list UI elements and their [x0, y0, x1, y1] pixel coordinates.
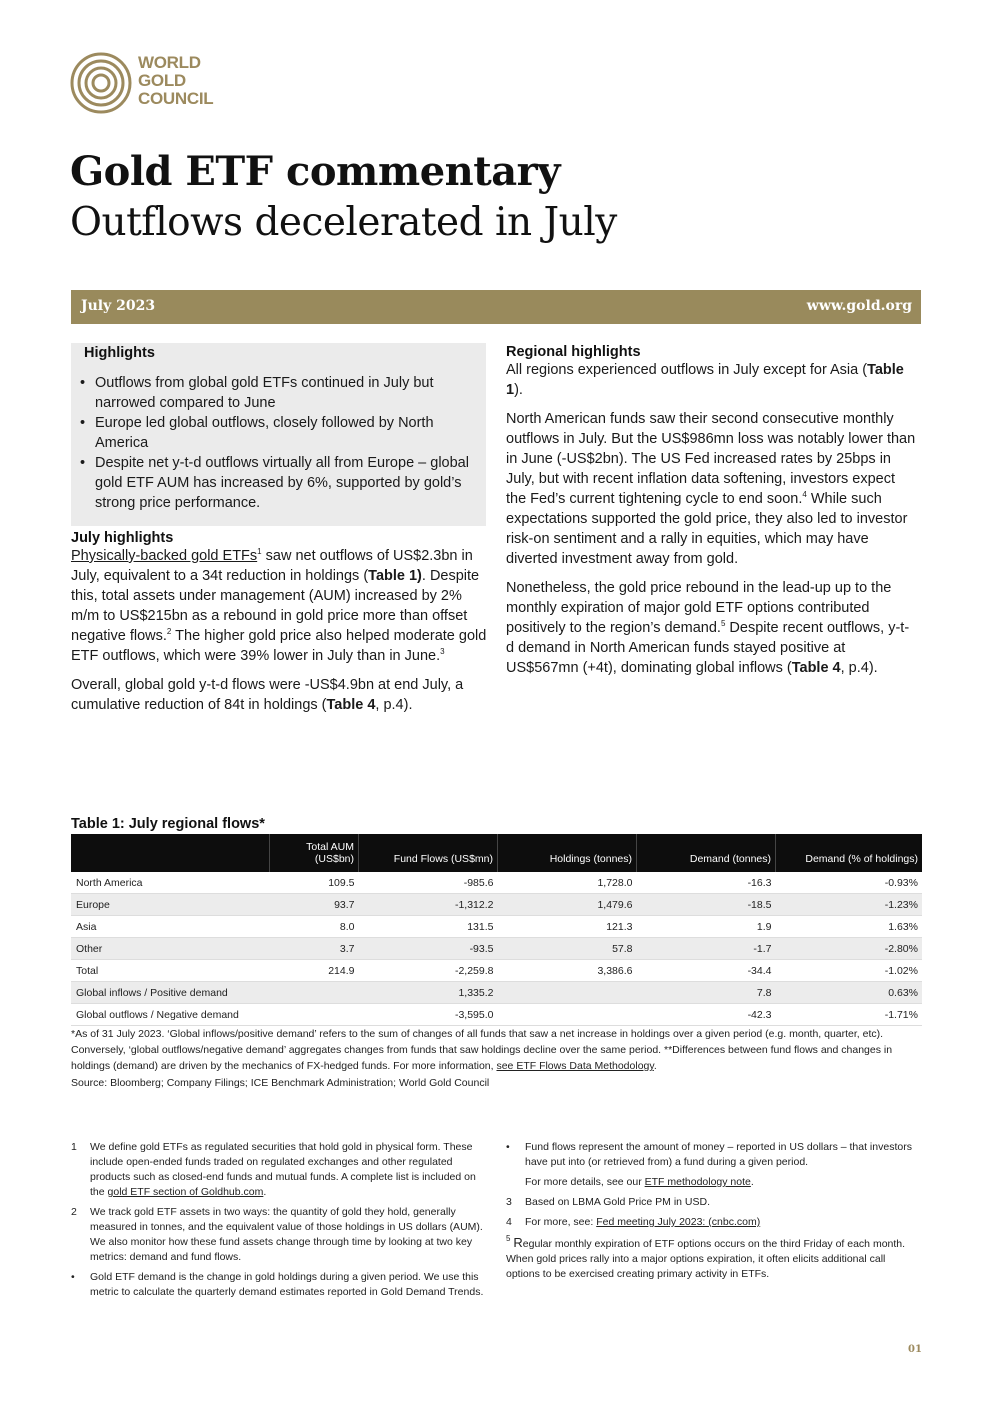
list-item: • Outflows from global gold ETFs continued in July but narrowed compared to June	[71, 373, 476, 413]
table-header	[71, 834, 270, 872]
gold-rings-icon	[70, 52, 132, 114]
table-header-row	[71, 834, 922, 872]
page-title: Gold ETF commentary	[70, 148, 560, 195]
footnotes-right	[506, 1140, 920, 1282]
etf-methodology-link[interactable]: ETF methodology note	[644, 1176, 751, 1188]
july-highlights-heading: July highlights	[71, 530, 174, 546]
july-highlights-section	[71, 530, 487, 715]
date-band	[71, 290, 921, 324]
highlights-box	[71, 343, 486, 526]
table-row-total: Total 214.9 -2,259.8 3,386.6 -34.4 -1.02%	[71, 960, 922, 982]
table-row: Other 3.7 -93.5 57.8 -1.7 -2.80%	[71, 938, 922, 960]
table-header: Total AUM (US$bn)	[270, 834, 359, 872]
footnote-2: 2 We track gold ETF assets in two ways: the quantity of gold they hold, generally measured in tonnes, and the equivalent value of those holdings in US dollars (AUM). We also monitor how these fund assets change through time by looking at two key metrics: demand and fund flows.	[71, 1206, 483, 1263]
footnote-flows-bullet: • Fund flows represent the amount of money – reported in US dollars – that investors have put into (or retrieved from) a fund during a given period.	[506, 1141, 912, 1168]
july-paragraph-1: Physically-backed gold ETFs$^1$ saw net outflows of US$2.3bn in July, equivalent to a 34t reduction in holdings (Table 1). Despite this, total assets under management (AUM) increased by 2% m/m to US$215bn as a rebound in gold price more than offset negative flows.$^2$ The higher gold price also helped moderate gold ETF outflows, which were 39% lower in July than in June.$^3$	[71, 547, 487, 664]
footnote-2-bullet: • Gold ETF demand is the change in gold holdings during a given period. We use this metric to calculate the quarterly demand estimates reported in Gold Demand Trends.	[71, 1271, 484, 1298]
cnbc-link[interactable]: Fed meeting July 2023: (cnbc.com)	[596, 1216, 761, 1228]
regional-paragraph-2: North American funds saw their second consecutive monthly outflows in July. But the US$986mn loss was notably lower than in June (-US$2bn). The US Fed increased rates by 25bps in July, but with recent inflation data softening, investors expect the Fed’s current tightening cycle to end soon.$^4$ While such expectations supported the gold price, they also led to investor risk-on sentiment and a rally in equities, which may have diverted investment away from gold.	[506, 411, 916, 567]
footnote-1: 1 We define gold ETFs as regulated securities that hold gold in physical form. These include open-ended funds traded on regulated exchanges and other regulated products such as closed-end funds and mutual funds. A complete list is included on the gold ETF section of Goldhub.com.	[71, 1141, 476, 1198]
table-caption: Table 1: July regional flows*	[71, 816, 265, 832]
footnotes-left	[71, 1140, 487, 1305]
footnote-5: $^5$ Regular monthly expiration of ETF options occurs on the third Friday of each month. When gold prices rally into a major options expiration, it often elicits additional call options to be exercised creating primary activity in ETFs.	[506, 1234, 906, 1280]
regional-paragraph-1: All regions experienced outflows in July except for Asia (Table 1).	[506, 362, 904, 398]
table-row: Europe 93.7 -1,312.2 1,479.6 -18.5 -1.23%	[71, 894, 922, 916]
list-item: • Europe led global outflows, closely followed by North America	[71, 413, 476, 453]
july-paragraph-2: Overall, global gold y-t-d flows were -US$4.9bn at end July, a cumulative reduction of 84t in holdings (Table 4, p.4).	[71, 677, 464, 713]
physically-backed-etfs-link[interactable]: Physically-backed gold ETFs	[71, 548, 258, 564]
page-number: 01	[908, 1344, 922, 1355]
table-row: Global outflows / Negative demand -3,595.0 -42.3 -1.71%	[71, 1004, 922, 1026]
table-header: Fund Flows (US$mn)	[359, 834, 498, 872]
table-note: *As of 31 July 2023. ‘Global inflows/positive demand’ refers to the sum of changes of all funds that saw a net increase in holdings over a given period (e.g. month, quarter, etc). Conversely, ‘global outflows/negative demand’ aggregates changes from funds that saw holdings decline over the same period. **Differences between fund flows and changes in holdings (demand) are driven by the mechanics of FX-hedged funds. For more information, see ETF Flows Data Methodology.	[71, 1028, 893, 1072]
table-row: North America 109.5 -985.6 1,728.0 -16.3 -0.93%	[71, 872, 922, 894]
goldhub-link[interactable]: gold ETF section of Goldhub.com	[107, 1186, 264, 1198]
footnote-4: 4 For more, see: Fed meeting July 2023: (cnbc.com)	[506, 1216, 761, 1228]
page-subtitle: Outflows decelerated in July	[70, 200, 617, 245]
footnote-more-details: For more details, see our ETF methodology note.	[525, 1176, 754, 1188]
footnote-3: 3 Based on LBMA Gold Price PM in USD.	[506, 1196, 710, 1208]
world-gold-council-logo	[70, 52, 250, 114]
regional-highlights-section	[506, 344, 916, 678]
logo-wordmark: WORLD GOLD COUNCIL	[138, 53, 214, 108]
report-date: July 2023	[81, 298, 156, 314]
regional-highlights-heading: Regional highlights	[506, 344, 641, 360]
highlights-list	[71, 373, 476, 513]
table-header: Holdings (tonnes)	[498, 834, 637, 872]
list-item: • Despite net y-t-d outflows virtually all from Europe – global gold ETF AUM has increased by 6%, supported by gold’s strong price performance.	[71, 453, 476, 513]
table-header: Demand (tonnes)	[637, 834, 776, 872]
regional-paragraph-3: Nonetheless, the gold price rebound in the lead-up up to the monthly expiration of major gold ETF options contributed positively to the region’s demand.$^5$ Despite recent outflows, y-t-d demand in North American funds stayed positive at US$567mn (+4t), dominating global inflows (Table 4, p.4).	[506, 580, 910, 676]
website-link[interactable]: www.gold.org	[806, 298, 912, 314]
regional-flows-table	[71, 834, 922, 1026]
table-row: Asia 8.0 131.5 121.3 1.9 1.63%	[71, 916, 922, 938]
highlights-heading: Highlights	[84, 345, 155, 361]
methodology-link[interactable]: see ETF Flows Data Methodology	[496, 1060, 654, 1072]
table-source: Source: Bloomberg; Company Filings; ICE Benchmark Administration; World Gold Council	[71, 1077, 490, 1089]
table-row: Global inflows / Positive demand 1,335.2 7.8 0.63%	[71, 982, 922, 1004]
table-header: Demand (% of holdings)	[776, 834, 923, 872]
